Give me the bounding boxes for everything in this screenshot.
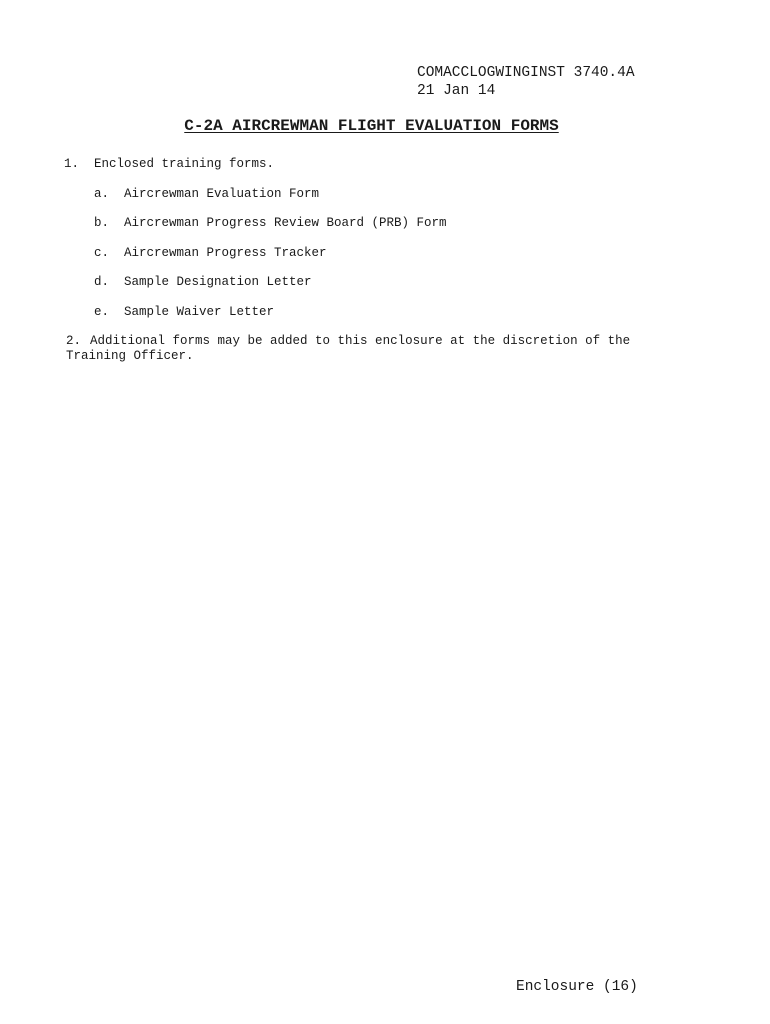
list-item-letter: a. [94,187,110,201]
list-item-text: Aircrewman Progress Review Board (PRB) Form [124,216,447,230]
list-item-text: Aircrewman Progress Tracker [124,246,327,260]
list-item-letter: b. [94,216,110,230]
list-item-text: Sample Waiver Letter [124,305,275,319]
list-item-text: Aircrewman Evaluation Form [124,187,320,201]
paragraph-number: 2. [66,334,82,348]
paragraph-text: Additional forms may be added to this enclosure at the discretion of the Training Officer. [66,334,631,363]
instruction-number: COMACCLOGWINGINST 3740.4A [417,65,635,81]
list-item-letter: c. [94,246,110,260]
list-item [94,305,274,320]
document-title: C-2A AIRCREWMAN FLIGHT EVALUATION FORMS [184,117,559,135]
list-item [94,275,312,290]
paragraph-text: Enclosed training forms. [94,157,275,171]
list-item-letter: e. [94,305,110,319]
list-item-text: Sample Designation Letter [124,275,312,289]
paragraph-2 [66,334,666,364]
paragraph-number: 1. [64,157,80,171]
document-date: 21 Jan 14 [417,83,496,99]
paragraph-1 [64,157,274,172]
list-item [94,187,319,202]
list-item-letter: d. [94,275,110,289]
list-item [94,216,447,231]
header-block [417,64,635,100]
list-item [94,246,327,261]
enclosure-label: Enclosure (16) [516,979,638,995]
